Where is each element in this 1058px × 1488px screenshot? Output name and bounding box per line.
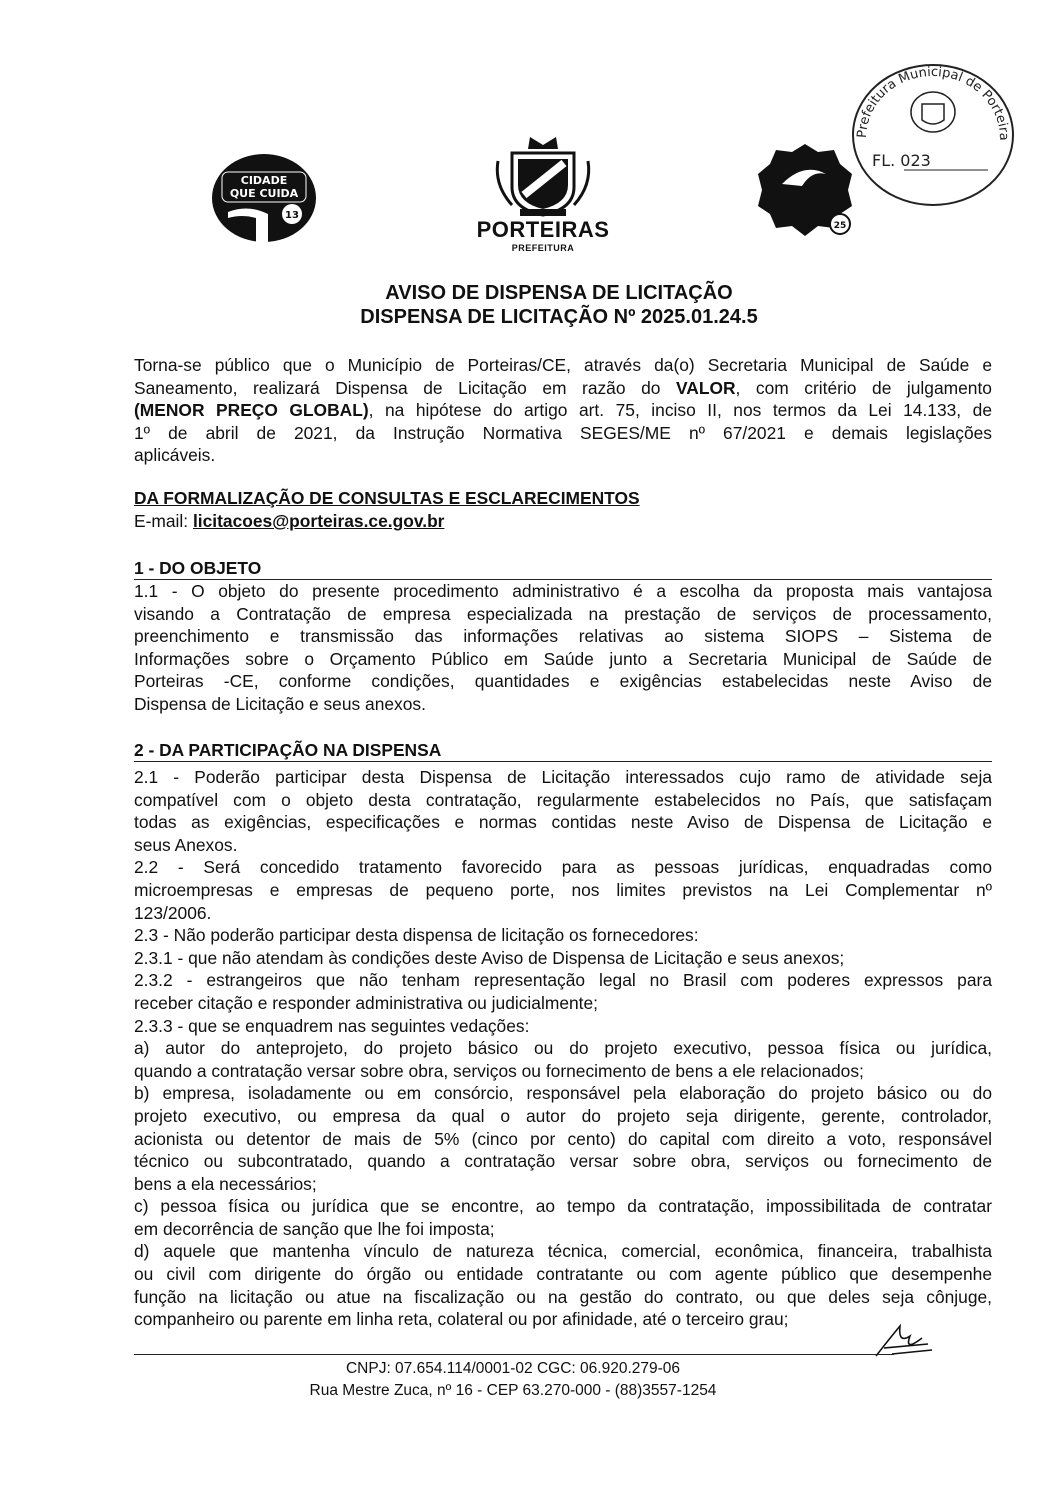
intro-text: , com critério de julgamento <box>735 377 992 398</box>
paragraph-line: 2.3.3 - que se enquadrem nas seguintes vedações: <box>134 1015 530 1036</box>
brand-subtitle: PREFEITURA <box>511 243 575 253</box>
paragraph-line: b) empresa, isoladamente ou em consórcio, responsável pela elaboração do projeto básico ou do <box>134 1083 992 1104</box>
paragraph-line: 2.3.1 - que não atendam às condições deste Aviso de Dispensa de Licitação e seus anexos; <box>134 947 845 968</box>
section-participacao-heading: 2 - DA PARTICIPAÇÃO NA DISPENSA <box>134 740 992 762</box>
cidade-que-cuida-logo <box>208 152 326 244</box>
footer-address: Rua Mestre Zuca, nº 16 - CEP 63.270-000 - (88)3557-1254 <box>309 1382 717 1399</box>
email-link[interactable]: licitacoes@porteiras.ce.gov.br <box>192 511 445 531</box>
document-title: AVISO DE DISPENSA DE LICITAÇÃO <box>385 282 733 304</box>
intro-bold: (MENOR PREÇO GLOBAL) <box>134 400 369 421</box>
paragraph-line: 123/2006. <box>134 902 212 923</box>
paragraph-line: acionista ou detentor de mais de 5% (cinco por cento) do capital com direito a voto, responsável <box>134 1128 992 1149</box>
section-participacao-body <box>134 766 992 1331</box>
paragraph-line: 1.1 - O objeto do presente procedimento administrativo é a escolha da proposta mais vantajosa <box>134 581 992 601</box>
paragraph-line: visando a Contratação de empresa especializada na prestação de serviços de processamento, <box>134 603 992 624</box>
document-subtitle: DISPENSA DE LICITAÇÃO Nº 2025.01.24.5 <box>360 306 758 328</box>
paragraph-line: seus Anexos. <box>134 834 238 855</box>
section-objeto-heading: 1 - DO OBJETO <box>134 558 992 580</box>
paragraph-line: 2.3.2 - estrangeiros que não tenham representação legal no Brasil com poderes expressos para <box>134 970 992 991</box>
paragraph-line: receber citação e responder administrativa ou judicialmente; <box>134 992 598 1013</box>
svg-text:25: 25 <box>833 221 847 231</box>
paragraph-line: em decorrência de sanção que lhe foi imposta; <box>134 1218 495 1239</box>
intro-line: Torna-se público que o Município de Porteiras/CE, através da(o) Secretaria Municipal de Saúde e <box>134 355 992 375</box>
svg-text:QUE CUIDA: QUE CUIDA <box>229 187 299 200</box>
paragraph-line: 2.1 - Poderão participar desta Dispensa de Licitação interessados cujo ramo de atividade seja <box>134 767 992 787</box>
intro-bold: VALOR <box>675 377 736 398</box>
intro-text: , na hipótese do artigo art. 75, inciso II, nos termos da Lei 14.133, de <box>368 400 992 421</box>
paragraph-line: função na licitação ou atue na fiscalização ou na gestão do contrato, ou que deles seja cônjuge, <box>134 1286 992 1307</box>
handwritten-initials <box>870 1318 940 1362</box>
paragraph-line: Informações sobre o Orçamento Público em Saúde junto a Secretaria Municipal de Saúde de <box>134 648 992 669</box>
paragraph-line: Porteiras -CE, conforme condições, quantidades e exigências estabelecidas neste Aviso de <box>134 671 992 692</box>
paragraph-line: ou civil com dirigente do órgão ou entidade contratante ou com agente público que desempenhe <box>134 1264 992 1285</box>
paragraph-line: a) autor do anteprojeto, do projeto básico ou do projeto executivo, pessoa física ou jurídica, <box>134 1038 992 1059</box>
section-objeto-body <box>134 580 992 716</box>
svg-text:13: 13 <box>285 210 299 221</box>
stamp-arc-text: Prefeitura Municipal de Porteira <box>854 64 1012 141</box>
brand-name: PORTEIRAS <box>476 217 610 242</box>
paragraph-line: microempresas e empresas de pequeno porte, nos limites previstos na Lei Complementar nº <box>134 879 992 900</box>
intro-text: Saneamento, realizará Dispensa de Licitação em razão do <box>134 377 676 398</box>
paragraph-line: companheiro ou parente em linha reta, colateral ou por afinidade, até o terceiro grau; <box>134 1309 789 1330</box>
protocol-stamp <box>848 60 1018 210</box>
svg-text:CIDADE: CIDADE <box>240 174 288 187</box>
paragraph-line: técnico ou subcontratado, quando a contratação versar sobre obra, serviços ou fornecimento de <box>134 1151 992 1172</box>
footer-cnpj: CNPJ: 07.654.114/0001-02 CGC: 06.920.279-06 <box>345 1360 681 1377</box>
intro-line: 1º de abril de 2021, da Instrução Normativa SEGES/ME nº 67/2021 e demais legislações <box>134 422 992 443</box>
contact-heading-text: DA FORMALIZAÇÃO DE CONSULTAS E ESCLARECIMENTOS <box>134 488 640 508</box>
anniversary-badge-logo <box>752 140 858 240</box>
intro-paragraph <box>134 354 992 467</box>
paragraph-line: compatível com o objeto desta contratação, regularmente estabelecidos no País, que satisfaçam <box>134 789 992 810</box>
intro-line <box>134 399 992 422</box>
email-label: E-mail: <box>134 511 193 531</box>
paragraph-line: todas as exigências, especificações e normas contidas neste Aviso de Dispensa de Licitação e <box>134 812 992 833</box>
svg-text:Prefeitura Municipal de Portei <box>848 60 1011 141</box>
stamp-page-number: FL. 023 <box>872 151 931 170</box>
email-line <box>134 511 444 532</box>
footer-divider <box>134 1354 894 1355</box>
paragraph-line: Dispensa de Licitação e seus anexos. <box>134 693 426 714</box>
paragraph-line: c) pessoa física ou jurídica que se encontre, ao tempo da contratação, impossibilitada de contratar <box>134 1196 992 1217</box>
paragraph-line: bens a ela necessários; <box>134 1173 317 1194</box>
paragraph-line: d) aquele que mantenha vínculo de natureza técnica, comercial, econômica, financeira, trabalhista <box>134 1241 992 1262</box>
paragraph-line: 2.3 - Não poderão participar desta dispensa de licitação os fornecedores: <box>134 925 699 946</box>
paragraph-line: quando a contratação versar sobre obra, serviços ou fornecimento de bens a ele relacionados; <box>134 1060 864 1081</box>
porteiras-coat-of-arms <box>468 135 618 260</box>
paragraph-line: projeto executivo, ou empresa da qual o autor do projeto seja dirigente, gerente, controlador, <box>134 1105 992 1126</box>
paragraph-line: 2.2 - Será concedido tratamento favorecido para as pessoas jurídicas, enquadradas como <box>134 857 992 878</box>
intro-line: aplicáveis. <box>134 445 216 466</box>
contact-heading <box>134 488 992 509</box>
paragraph-line: preenchimento e transmissão das informações relativas ao sistema SIOPS – Sistema de <box>134 626 992 647</box>
intro-line <box>134 377 992 400</box>
